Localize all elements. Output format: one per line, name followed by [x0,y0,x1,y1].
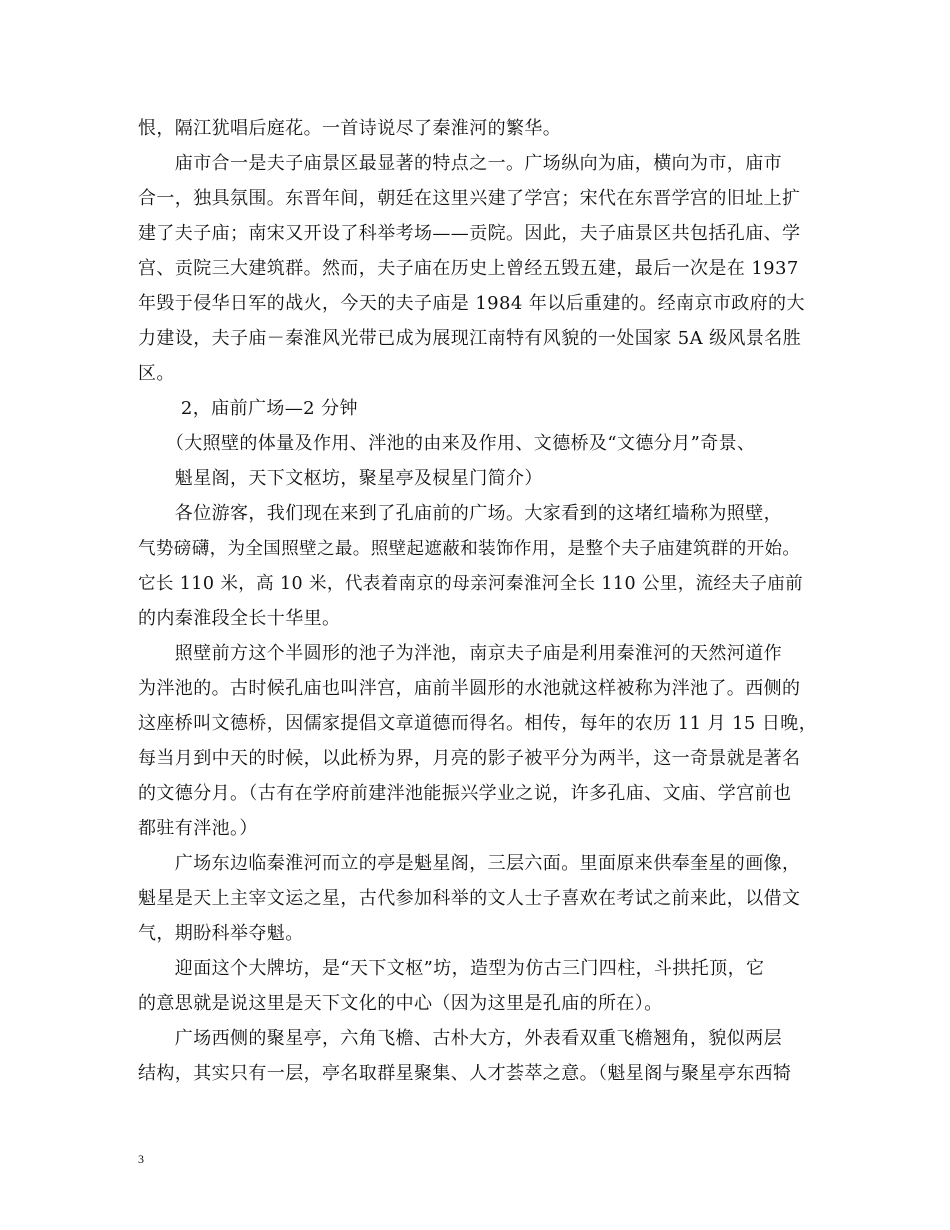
text-line: 每当月到中天的时候，以此桥为界，月亮的影子被平分为两半，这一奇景就是著名 [138,748,801,769]
text-line: 的内秦淮段全长十华里。 [138,608,341,629]
text-line: 力建设，夫子庙－秦淮风光带已成为展现江南特有风貌的一处国家 5A 级风景名胜 [138,328,802,349]
text-line: （大照壁的体量及作用、泮池的由来及作用、文德桥及“文德分月”奇景、 [138,433,756,454]
text-line: 的文德分月。（古有在学府前建泮池能振兴学业之说，许多孔庙、文庙、学宫前也 [138,783,792,804]
text-line: 照壁前方这个半圆形的池子为泮池，南京夫子庙是利用秦淮河的天然河道作 [138,643,782,664]
text-line: 魁星是天上主宰文运之星，古代参加科举的文人士子喜欢在考试之前来此，以借文 [138,888,801,909]
text-line: 恨，隔江犹唱后庭花。一首诗说尽了秦淮河的繁华。 [138,118,562,139]
text-line: 庙市合一是夫子庙景区最显著的特点之一。广场纵向为庙，横向为市，庙市 [138,153,782,174]
text-line: 为泮池的。古时候孔庙也叫泮宫，庙前半圆形的水池就这样被称为泮池了。西侧的 [138,678,801,699]
text-line: 这座桥叫文德桥，因儒家提倡文章道德而得名。相传，每年的农历 11 月 15 日晚， [138,713,818,734]
text-line: 各位游客，我们现在来到了孔庙前的广场。大家看到的这堵红墙称为照壁， [138,503,782,524]
text-line: 气，期盼科举夺魁。 [138,923,304,944]
text-line: 的意思就是说这里是天下文化的中心（因为这里是孔庙的所在）。 [138,993,663,1014]
text-line: 宫、贡院三大建筑群。然而，夫子庙在历史上曾经五毁五建，最后一次是在 1937 [138,258,799,279]
text-line: 迎面这个大牌坊，是“天下文枢”坊，造型为仿古三门四柱，斗拱托顶，它 [138,958,765,979]
text-line: 魁星阁，天下文枢坊，聚星亭及棂星门简介） [138,468,543,489]
text-line: 建了夫子庙；南宋又开设了科举考场——贡院。因此，夫子庙景区共包括孔庙、学 [138,223,801,244]
text-line: 气势磅礴，为全国照壁之最。照壁起遮蔽和装饰作用，是整个夫子庙建筑群的开始。 [138,539,801,559]
text-line: 结构，其实只有一层，亭名取群星聚集、人才荟萃之意。（魁星阁与聚星亭东西犄 [138,1063,792,1084]
text-line: 区。 [138,363,175,384]
text-line: 合一，独具氛围。东晋年间，朝廷在这里兴建了学宫；宋代在东晋学宫的旧址上扩 [138,188,801,209]
page-number: 3 [138,1152,144,1166]
section-heading: 2，庙前广场—2 分钟 [138,398,358,419]
text-line: 广场西侧的聚星亭，六角飞檐、古朴大方，外表看双重飞檐翘角，貌似两层 [138,1028,782,1049]
text-line: 它长 110 米，高 10 米，代表着南京的母亲河秦淮河全长 110 公里，流经夫子庙前 [138,574,804,594]
text-line: 年毁于侵华日军的战火，今天的夫子庙是 1984 年以后重建的。经南京市政府的大 [138,293,805,314]
text-line: 广场东边临秦淮河而立的亭是魁星阁，三层六面。里面原来供奉奎星的画像， [138,853,801,874]
text-line: 都驻有泮池。） [138,818,258,839]
